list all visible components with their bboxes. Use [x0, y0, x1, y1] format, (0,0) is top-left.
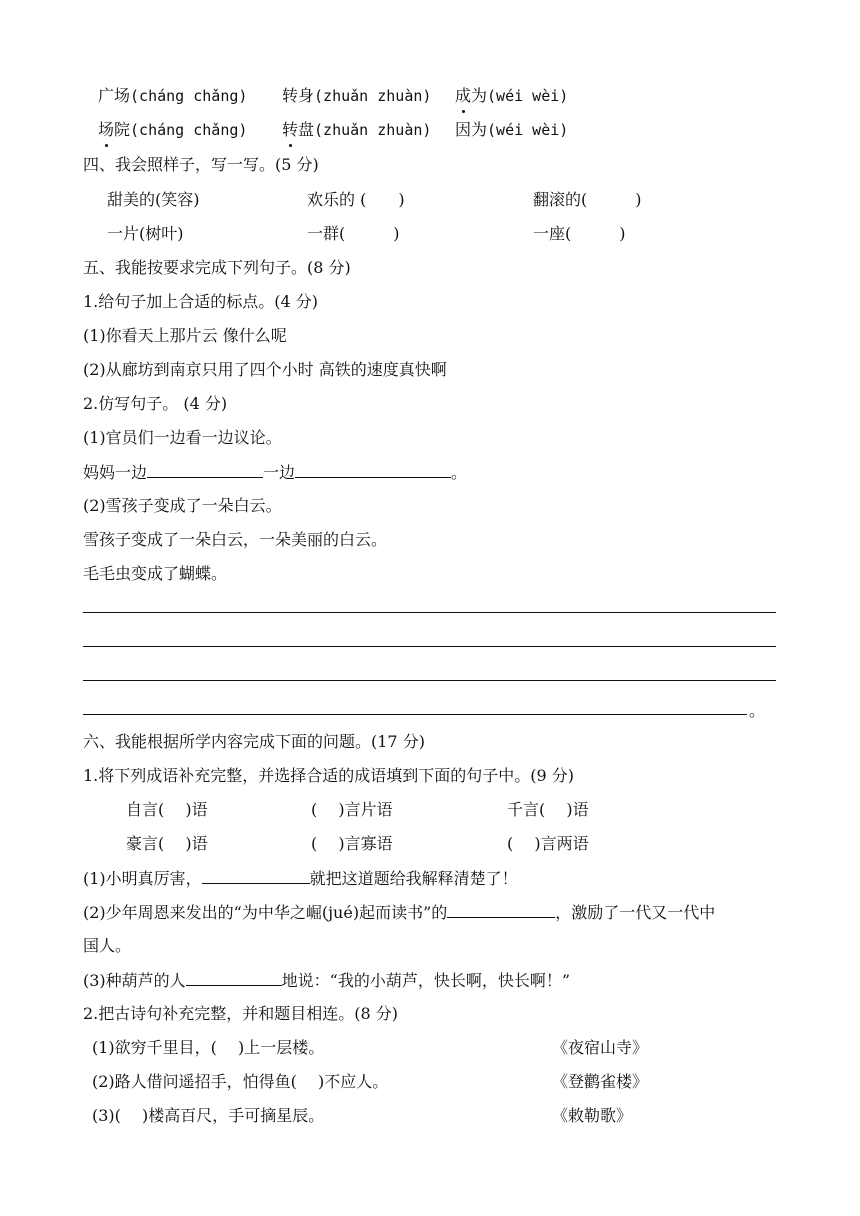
fill-item: 一座( )	[533, 224, 626, 243]
question-title: 2.把古诗句补充完整，并和题目相连。(8 分)	[83, 1004, 399, 1023]
imitation-text: 一边	[263, 463, 296, 482]
question-title: 1.给句子加上合适的标点。(4 分)	[83, 292, 319, 311]
answer-blank[interactable]	[147, 461, 263, 478]
idiom-sentence	[83, 969, 570, 992]
pinyin-dotted-char: 成	[455, 86, 472, 105]
model-sentence: (2)雪孩子变成了一朵白云。	[83, 496, 282, 515]
pinyin-options: (wéi wèi)	[487, 87, 569, 105]
sentence-text: (3)种葫芦的人	[83, 971, 186, 990]
pinyin-word-rest: 为	[471, 120, 488, 139]
pinyin-word-rest: 为	[471, 86, 488, 105]
sentence-text: (2)少年周恩来发出的“为中华之崛(jué)起而读书”的	[83, 903, 448, 922]
pinyin-item	[282, 85, 431, 107]
pinyin-word-char: 转	[282, 86, 299, 105]
pinyin-word-rest: 盘	[298, 120, 315, 139]
idiom-item: 豪言( )语	[126, 834, 208, 853]
punctuation-sentence: (1)你看天上那片云 像什么呢	[83, 326, 287, 345]
poem-line: (2)路人借问遥招手，怕得鱼( )不应人。	[92, 1072, 389, 1091]
writing-line[interactable]	[83, 680, 776, 681]
imitation-line	[83, 461, 467, 484]
section-6-title: 六、我能根据所学内容完成下面的问题。(17 分)	[83, 732, 425, 751]
prompt-sentence: 毛毛虫变成了蝴蝶。	[83, 564, 228, 583]
writing-line[interactable]	[83, 612, 776, 613]
answer-blank[interactable]	[186, 969, 282, 986]
sentence-text: ，激励了一代又一代中	[555, 903, 716, 922]
idiom-item: ( )言寡语	[311, 834, 393, 853]
writing-line[interactable]	[83, 714, 747, 715]
sentence-continuation: 国人。	[83, 936, 132, 955]
idiom-sentence	[83, 901, 715, 924]
poem-line: (1)欲穷千里目，( )上一层楼。	[92, 1038, 325, 1057]
pinyin-options: (cháng chǎng)	[130, 87, 248, 105]
pinyin-item	[98, 119, 247, 141]
pinyin-word-rest: 院	[114, 120, 131, 139]
pinyin-word-rest: 身	[298, 86, 315, 105]
pinyin-options: (cháng chǎng)	[130, 121, 248, 139]
sentence-text: 就把这道题给我解释清楚了！	[309, 869, 518, 888]
writing-line[interactable]	[83, 646, 776, 647]
question-title: 1.将下列成语补充完整，并选择合适的成语填到下面的句子中。(9 分)	[83, 766, 575, 785]
pinyin-options: (zhuǎn zhuàn)	[314, 87, 432, 105]
pinyin-item	[282, 119, 431, 141]
sentence-text: 地说：“我的小葫芦，快长啊，快长啊！”	[281, 971, 571, 990]
poem-title[interactable]: 《敕勒歌》	[552, 1106, 633, 1125]
fill-item: 翻滚的( )	[533, 190, 642, 209]
idiom-sentence	[83, 867, 518, 890]
idiom-item: 自言( )语	[126, 800, 208, 819]
sentence-end: 。	[451, 463, 468, 482]
idiom-item: 千言( )语	[507, 800, 589, 819]
example-item: 一片(树叶)	[107, 224, 184, 243]
question-title: 2.仿写句子。 (4 分)	[83, 394, 228, 413]
idiom-item: ( )言片语	[311, 800, 393, 819]
poem-title[interactable]: 《登鹳雀楼》	[552, 1072, 649, 1091]
poem-line: (3)( )楼高百尺，手可摘星辰。	[92, 1106, 325, 1125]
fill-item: 一群( )	[307, 224, 400, 243]
answer-blank[interactable]	[447, 901, 555, 918]
sentence-end: 。	[749, 701, 766, 720]
pinyin-word-char: 因	[455, 120, 472, 139]
pinyin-word-char: 广	[98, 86, 115, 105]
pinyin-dotted-char: 场	[98, 120, 115, 139]
pinyin-word-rest: 场	[114, 86, 131, 105]
answer-blank[interactable]	[202, 867, 310, 884]
punctuation-sentence: (2)从廊坊到南京只用了四个小时 高铁的速度真快啊	[83, 360, 447, 379]
pinyin-item	[455, 85, 568, 107]
poem-title[interactable]: 《夜宿山寺》	[552, 1038, 649, 1057]
example-sentence: 雪孩子变成了一朵白云，一朵美丽的白云。	[83, 530, 388, 549]
answer-blank[interactable]	[295, 461, 451, 478]
pinyin-item	[455, 119, 568, 141]
example-item: 甜美的(笑容)	[107, 190, 200, 209]
pinyin-options: (wéi wèi)	[487, 121, 569, 139]
fill-item: 欢乐的 ( )	[307, 190, 405, 209]
pinyin-dotted-char: 转	[282, 120, 299, 139]
sentence-text: (1)小明真厉害，	[83, 869, 202, 888]
pinyin-item	[98, 85, 247, 107]
section-5-title: 五、我能按要求完成下列句子。(8 分)	[83, 258, 351, 277]
model-sentence: (1)官员们一边看一边议论。	[83, 428, 282, 447]
pinyin-options: (zhuǎn zhuàn)	[314, 121, 432, 139]
section-4-title: 四、我会照样子，写一写。(5 分)	[83, 155, 319, 174]
idiom-item: ( )言两语	[507, 834, 589, 853]
imitation-text: 妈妈一边	[83, 463, 148, 482]
